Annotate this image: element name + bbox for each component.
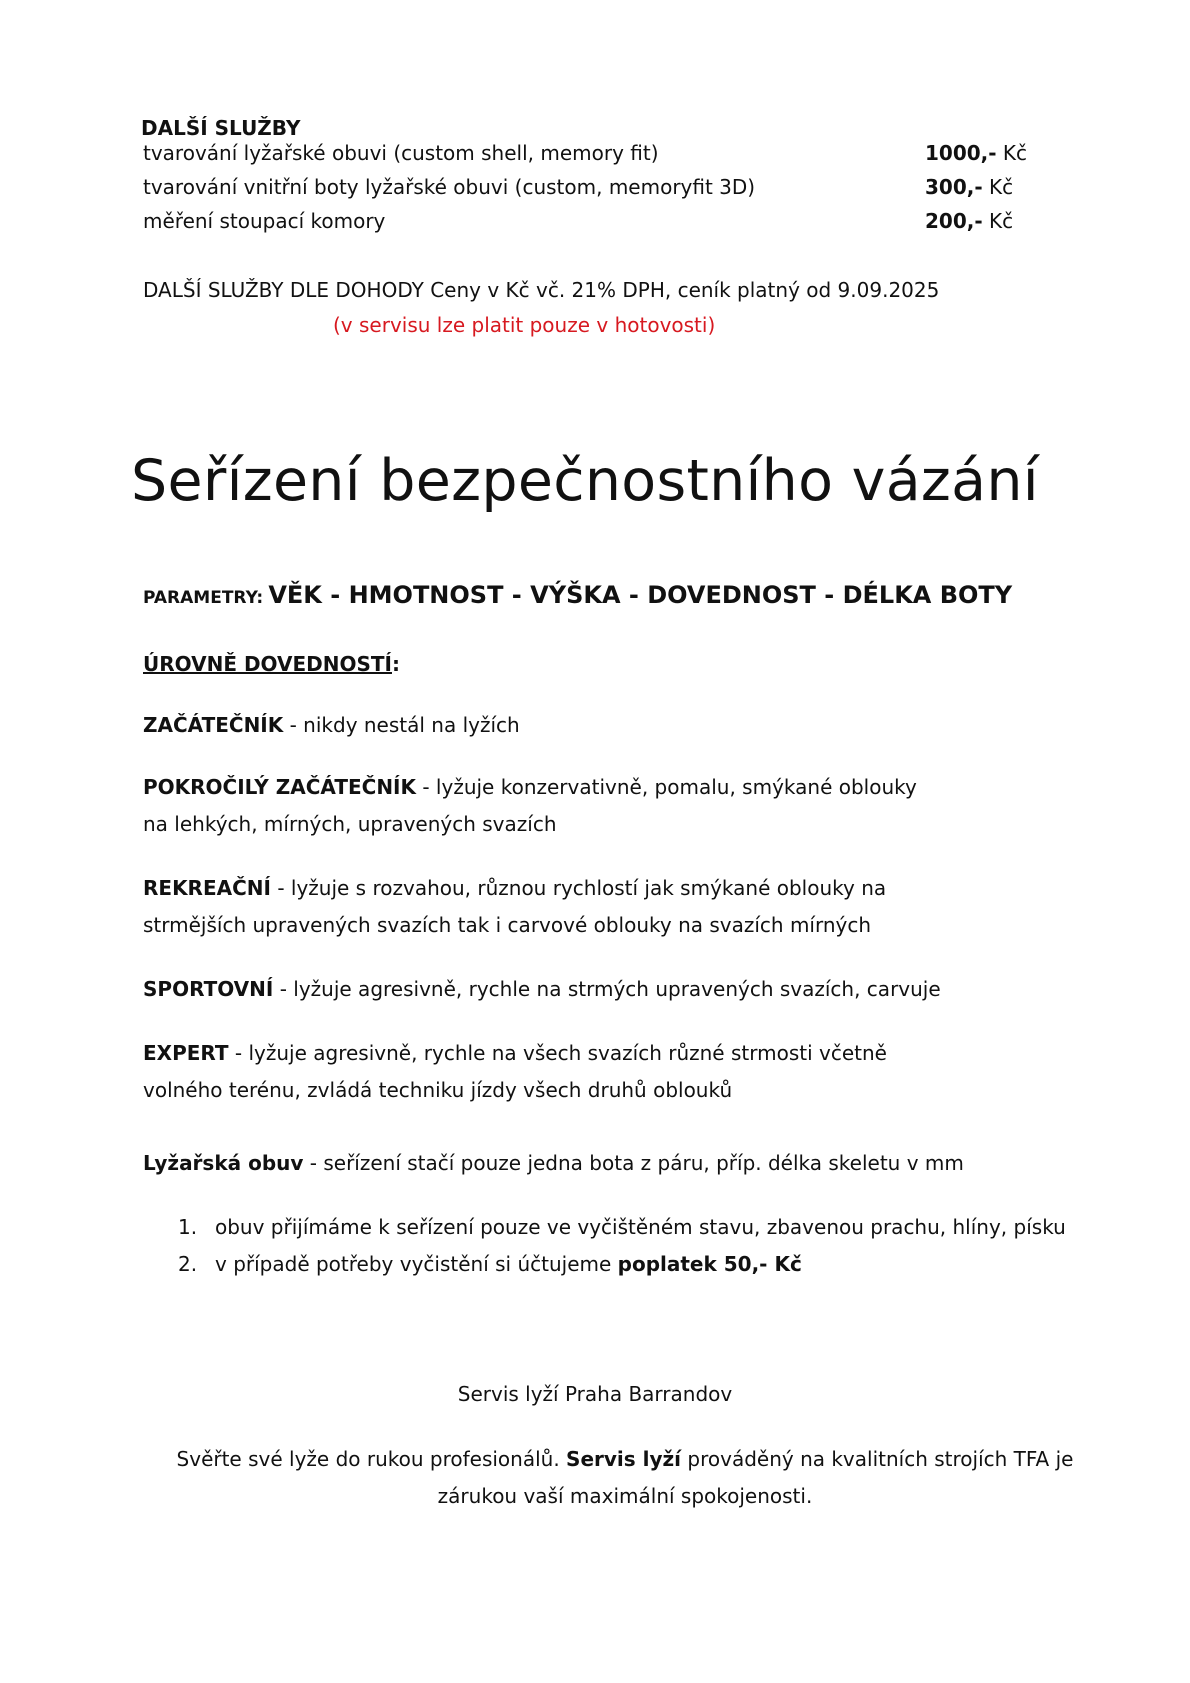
skill-level-name: SPORTOVNÍ bbox=[143, 977, 274, 1001]
rule-number: 1. bbox=[178, 1215, 198, 1239]
skill-level-item bbox=[143, 870, 886, 944]
skill-level-text-cont: volného terénu, zvládá techniku jízdy všech druhů oblouků bbox=[143, 1078, 733, 1102]
skill-level-name: POKROČILÝ ZAČÁTEČNÍK bbox=[143, 775, 416, 799]
parameters-label: PARAMETRY: bbox=[143, 588, 264, 608]
company-name: Servis lyží Praha Barrandov bbox=[457, 1382, 733, 1406]
page-title: Seřízení bezpečnostního vázání bbox=[131, 448, 1039, 514]
price-currency: Kč bbox=[989, 209, 1014, 233]
service-price bbox=[925, 209, 1013, 233]
skill-level-text-cont: strmějších upravených svazích tak i carvové oblouky na svazích mírných bbox=[143, 913, 872, 937]
parameters-line bbox=[143, 581, 1012, 609]
price-currency: Kč bbox=[1002, 141, 1028, 165]
skill-level-text: - lyžuje s rozvahou, různou rychlostí jak smýkané oblouky na bbox=[270, 876, 887, 900]
skill-levels-colon: : bbox=[391, 652, 400, 676]
rule-item bbox=[178, 1209, 1066, 1246]
rule-text: obuv přijímáme k seřízení pouze ve vyčištěném stavu, zbavenou prachu, hlíny, písku bbox=[215, 1215, 1066, 1239]
price-note: DALŠÍ SLUŽBY DLE DOHODY Ceny v Kč vč. 21% DPH, ceník platný od 9.09.2025 bbox=[143, 278, 940, 302]
skill-level-text: - lyžuje agresivně, rychle na strmých upravených svazích, carvuje bbox=[273, 977, 941, 1001]
service-label: tvarování lyžařské obuvi (custom shell, memory fit) bbox=[143, 141, 659, 165]
services-title: DALŠÍ SLUŽBY bbox=[141, 116, 301, 140]
skill-level-text: - nikdy nestál na lyžích bbox=[283, 713, 520, 737]
skill-level-item bbox=[143, 971, 941, 1008]
parameters-value: VĚK - HMOTNOST - VÝŠKA - DOVEDNOST - DÉLKA BOTY bbox=[268, 581, 1013, 609]
cash-only-note: (v servisu lze platit pouze v hotovosti) bbox=[333, 313, 716, 337]
skill-levels-title bbox=[143, 652, 400, 676]
skill-level-name: REKREAČNÍ bbox=[143, 876, 271, 900]
service-price bbox=[925, 175, 1013, 199]
skill-level-text-cont: na lehkých, mírných, upravených svazích bbox=[143, 812, 557, 836]
price-currency: Kč bbox=[989, 175, 1014, 199]
price-value: 200,- bbox=[925, 209, 983, 233]
service-label: tvarování vnitřní boty lyžařské obuvi (custom, memoryfit 3D) bbox=[143, 175, 756, 199]
boot-label: Lyžařská obuv bbox=[143, 1151, 304, 1175]
closing-text-a: Svěřte své lyže do rukou profesionálů. bbox=[176, 1447, 567, 1471]
rules-list bbox=[178, 1209, 1066, 1283]
closing-text-b: prováděný na kvalitních strojích TFA je zárukou vaší maximální spokojenosti. bbox=[437, 1447, 1074, 1508]
skill-level-item bbox=[143, 1035, 887, 1109]
skill-level-name: ZAČÁTEČNÍK bbox=[143, 713, 284, 737]
skill-level-name: EXPERT bbox=[143, 1041, 229, 1065]
boot-text: - seřízení stačí pouze jedna bota z páru, příp. délka skeletu v mm bbox=[303, 1151, 964, 1175]
closing-text-bold: Servis lyží bbox=[566, 1447, 682, 1471]
rule-fee: poplatek 50,- Kč bbox=[617, 1252, 802, 1276]
skill-level-text: - lyžuje konzervativně, pomalu, smýkané oblouky bbox=[416, 775, 917, 799]
skill-level-item bbox=[143, 769, 917, 843]
rule-item bbox=[178, 1246, 1066, 1283]
boot-info bbox=[143, 1145, 964, 1182]
closing-paragraph bbox=[160, 1441, 1090, 1515]
skill-levels-heading: ÚROVNĚ DOVEDNOSTÍ bbox=[143, 652, 392, 676]
skill-level-text: - lyžuje agresivně, rychle na všech svazích různé strmosti včetně bbox=[228, 1041, 887, 1065]
service-price bbox=[925, 141, 1027, 165]
rule-number: 2. bbox=[178, 1252, 198, 1276]
service-label: měření stoupací komory bbox=[143, 209, 386, 233]
price-value: 1000,- bbox=[925, 141, 997, 165]
rule-text: v případě potřeby vyčistění si účtujeme bbox=[215, 1252, 618, 1276]
skill-level-item bbox=[143, 707, 520, 744]
price-value: 300,- bbox=[925, 175, 983, 199]
